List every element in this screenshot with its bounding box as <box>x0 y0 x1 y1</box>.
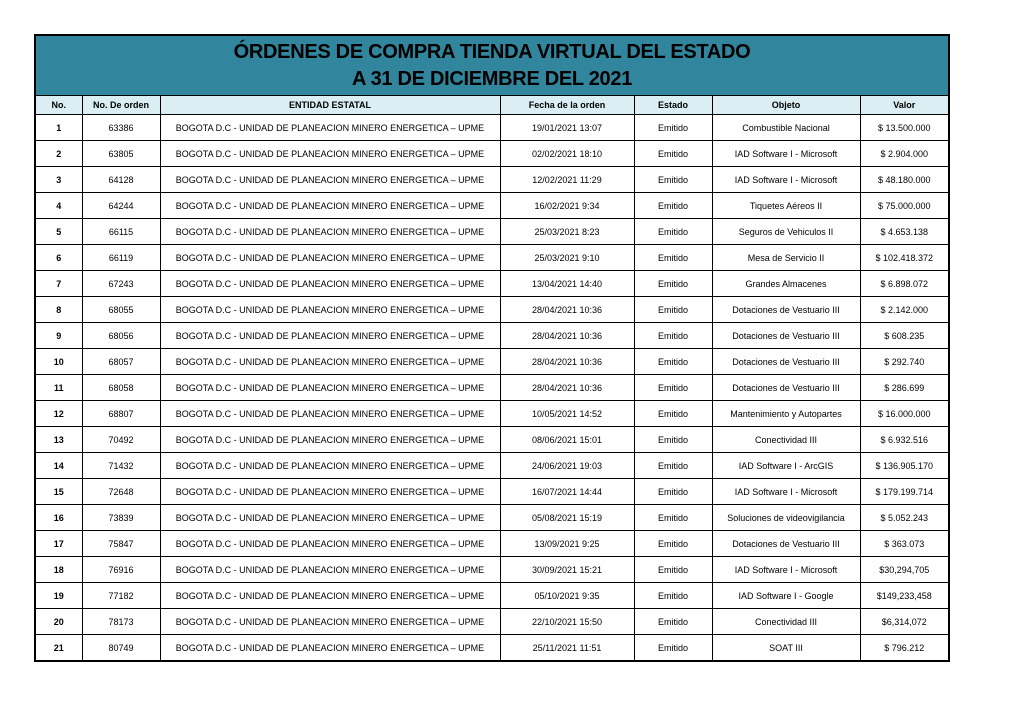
table-row <box>36 531 948 557</box>
order-number-cell: 63386 <box>82 115 160 141</box>
order-date-cell: 24/06/2021 19:03 <box>500 453 634 479</box>
object-cell: Dotaciones de Vestuario III <box>712 531 860 557</box>
entity-cell: BOGOTA D.C - UNIDAD DE PLANEACION MINERO ENERGETICA – UPME <box>160 115 500 141</box>
entity-cell: BOGOTA D.C - UNIDAD DE PLANEACION MINERO ENERGETICA – UPME <box>160 349 500 375</box>
entity-cell: BOGOTA D.C - UNIDAD DE PLANEACION MINERO ENERGETICA – UPME <box>160 141 500 167</box>
table-row <box>36 323 948 349</box>
column-header-object: Objeto <box>712 96 860 115</box>
value-cell: $6,314,072 <box>860 609 948 635</box>
object-cell: Conectividad III <box>712 609 860 635</box>
order-number-cell: 73839 <box>82 505 160 531</box>
table-row <box>36 609 948 635</box>
table-row <box>36 297 948 323</box>
row-number-cell: 12 <box>36 401 82 427</box>
object-cell: IAD Software I - Google <box>712 583 860 609</box>
object-cell: Dotaciones de Vestuario III <box>712 375 860 401</box>
object-cell: Combustible Nacional <box>712 115 860 141</box>
status-cell: Emitido <box>634 609 712 635</box>
order-number-cell: 68057 <box>82 349 160 375</box>
status-cell: Emitido <box>634 245 712 271</box>
row-number-cell: 20 <box>36 609 82 635</box>
value-cell: $ 796.212 <box>860 635 948 661</box>
order-number-cell: 64244 <box>82 193 160 219</box>
table-row <box>36 219 948 245</box>
order-number-cell: 71432 <box>82 453 160 479</box>
row-number-cell: 19 <box>36 583 82 609</box>
column-header-order-date: Fecha de la orden <box>500 96 634 115</box>
order-date-cell: 05/10/2021 9:35 <box>500 583 634 609</box>
value-cell: $ 16.000.000 <box>860 401 948 427</box>
row-number-cell: 16 <box>36 505 82 531</box>
entity-cell: BOGOTA D.C - UNIDAD DE PLANEACION MINERO ENERGETICA – UPME <box>160 583 500 609</box>
object-cell: Dotaciones de Vestuario III <box>712 297 860 323</box>
order-number-cell: 67243 <box>82 271 160 297</box>
value-cell: $ 136.905.170 <box>860 453 948 479</box>
order-date-cell: 16/07/2021 14:44 <box>500 479 634 505</box>
order-date-cell: 28/04/2021 10:36 <box>500 297 634 323</box>
entity-cell: BOGOTA D.C - UNIDAD DE PLANEACION MINERO ENERGETICA – UPME <box>160 245 500 271</box>
order-number-cell: 68055 <box>82 297 160 323</box>
order-number-cell: 80749 <box>82 635 160 661</box>
order-date-cell: 25/03/2021 9:10 <box>500 245 634 271</box>
table-row <box>36 505 948 531</box>
row-number-cell: 2 <box>36 141 82 167</box>
object-cell: Conectividad III <box>712 427 860 453</box>
order-date-cell: 12/02/2021 11:29 <box>500 167 634 193</box>
object-cell: IAD Software I - Microsoft <box>712 479 860 505</box>
value-cell: $ 2.904.000 <box>860 141 948 167</box>
entity-cell: BOGOTA D.C - UNIDAD DE PLANEACION MINERO ENERGETICA – UPME <box>160 401 500 427</box>
column-header-value: Valor <box>860 96 948 115</box>
object-cell: IAD Software I - Microsoft <box>712 141 860 167</box>
status-cell: Emitido <box>634 375 712 401</box>
table-row <box>36 479 948 505</box>
row-number-cell: 18 <box>36 557 82 583</box>
order-number-cell: 68056 <box>82 323 160 349</box>
status-cell: Emitido <box>634 479 712 505</box>
status-cell: Emitido <box>634 271 712 297</box>
order-date-cell: 25/03/2021 8:23 <box>500 219 634 245</box>
row-number-cell: 13 <box>36 427 82 453</box>
orders-sheet <box>34 34 950 662</box>
entity-cell: BOGOTA D.C - UNIDAD DE PLANEACION MINERO ENERGETICA – UPME <box>160 219 500 245</box>
entity-cell: BOGOTA D.C - UNIDAD DE PLANEACION MINERO ENERGETICA – UPME <box>160 635 500 661</box>
order-number-cell: 76916 <box>82 557 160 583</box>
order-number-cell: 64128 <box>82 167 160 193</box>
table-row <box>36 245 948 271</box>
entity-cell: BOGOTA D.C - UNIDAD DE PLANEACION MINERO ENERGETICA – UPME <box>160 271 500 297</box>
order-date-cell: 25/11/2021 11:51 <box>500 635 634 661</box>
column-header-no: No. <box>36 96 82 115</box>
order-number-cell: 68058 <box>82 375 160 401</box>
value-cell: $ 179.199.714 <box>860 479 948 505</box>
entity-cell: BOGOTA D.C - UNIDAD DE PLANEACION MINERO ENERGETICA – UPME <box>160 323 500 349</box>
status-cell: Emitido <box>634 531 712 557</box>
entity-cell: BOGOTA D.C - UNIDAD DE PLANEACION MINERO ENERGETICA – UPME <box>160 193 500 219</box>
object-cell: Dotaciones de Vestuario III <box>712 323 860 349</box>
value-cell: $ 4.653.138 <box>860 219 948 245</box>
status-cell: Emitido <box>634 141 712 167</box>
row-number-cell: 10 <box>36 349 82 375</box>
header-row <box>36 96 948 115</box>
row-number-cell: 8 <box>36 297 82 323</box>
order-date-cell: 10/05/2021 14:52 <box>500 401 634 427</box>
value-cell: $30,294,705 <box>860 557 948 583</box>
column-header-entity: ENTIDAD ESTATAL <box>160 96 500 115</box>
row-number-cell: 21 <box>36 635 82 661</box>
order-date-cell: 22/10/2021 15:50 <box>500 609 634 635</box>
entity-cell: BOGOTA D.C - UNIDAD DE PLANEACION MINERO ENERGETICA – UPME <box>160 427 500 453</box>
status-cell: Emitido <box>634 557 712 583</box>
order-number-cell: 63805 <box>82 141 160 167</box>
table-row <box>36 453 948 479</box>
order-date-cell: 28/04/2021 10:36 <box>500 349 634 375</box>
row-number-cell: 4 <box>36 193 82 219</box>
status-cell: Emitido <box>634 167 712 193</box>
status-cell: Emitido <box>634 583 712 609</box>
row-number-cell: 5 <box>36 219 82 245</box>
object-cell: IAD Software I - Microsoft <box>712 167 860 193</box>
table-row <box>36 401 948 427</box>
order-number-cell: 68807 <box>82 401 160 427</box>
order-number-cell: 77182 <box>82 583 160 609</box>
object-cell: Seguros de Vehiculos II <box>712 219 860 245</box>
status-cell: Emitido <box>634 115 712 141</box>
order-date-cell: 30/09/2021 15:21 <box>500 557 634 583</box>
object-cell: Mantenimiento y Autopartes <box>712 401 860 427</box>
object-cell: Grandes Almacenes <box>712 271 860 297</box>
entity-cell: BOGOTA D.C - UNIDAD DE PLANEACION MINERO ENERGETICA – UPME <box>160 375 500 401</box>
object-cell: Soluciones de videovigilancia <box>712 505 860 531</box>
row-number-cell: 17 <box>36 531 82 557</box>
order-date-cell: 28/04/2021 10:36 <box>500 323 634 349</box>
value-cell: $ 363.073 <box>860 531 948 557</box>
entity-cell: BOGOTA D.C - UNIDAD DE PLANEACION MINERO ENERGETICA – UPME <box>160 505 500 531</box>
order-date-cell: 19/01/2021 13:07 <box>500 115 634 141</box>
row-number-cell: 7 <box>36 271 82 297</box>
object-cell: Dotaciones de Vestuario III <box>712 349 860 375</box>
status-cell: Emitido <box>634 427 712 453</box>
row-number-cell: 9 <box>36 323 82 349</box>
order-date-cell: 28/04/2021 10:36 <box>500 375 634 401</box>
object-cell: IAD Software I - ArcGIS <box>712 453 860 479</box>
value-cell: $ 292.740 <box>860 349 948 375</box>
object-cell: Tiquetes Aéreos II <box>712 193 860 219</box>
entity-cell: BOGOTA D.C - UNIDAD DE PLANEACION MINERO ENERGETICA – UPME <box>160 609 500 635</box>
column-header-order-number: No. De orden <box>82 96 160 115</box>
order-number-cell: 70492 <box>82 427 160 453</box>
status-cell: Emitido <box>634 219 712 245</box>
entity-cell: BOGOTA D.C - UNIDAD DE PLANEACION MINERO ENERGETICA – UPME <box>160 479 500 505</box>
table-body <box>36 115 948 661</box>
value-cell: $ 102.418.372 <box>860 245 948 271</box>
entity-cell: BOGOTA D.C - UNIDAD DE PLANEACION MINERO ENERGETICA – UPME <box>160 453 500 479</box>
status-cell: Emitido <box>634 349 712 375</box>
order-number-cell: 72648 <box>82 479 160 505</box>
row-number-cell: 1 <box>36 115 82 141</box>
entity-cell: BOGOTA D.C - UNIDAD DE PLANEACION MINERO ENERGETICA – UPME <box>160 167 500 193</box>
order-number-cell: 66119 <box>82 245 160 271</box>
value-cell: $149,233,458 <box>860 583 948 609</box>
value-cell: $ 6.898.072 <box>860 271 948 297</box>
order-date-cell: 02/02/2021 18:10 <box>500 141 634 167</box>
order-number-cell: 66115 <box>82 219 160 245</box>
object-cell: SOAT III <box>712 635 860 661</box>
table-row <box>36 635 948 661</box>
table-row <box>36 141 948 167</box>
table-row <box>36 427 948 453</box>
value-cell: $ 608.235 <box>860 323 948 349</box>
status-cell: Emitido <box>634 401 712 427</box>
sheet-title <box>36 36 948 96</box>
value-cell: $ 75.000.000 <box>860 193 948 219</box>
row-number-cell: 3 <box>36 167 82 193</box>
table-row <box>36 271 948 297</box>
entity-cell: BOGOTA D.C - UNIDAD DE PLANEACION MINERO ENERGETICA – UPME <box>160 297 500 323</box>
value-cell: $ 286.699 <box>860 375 948 401</box>
entity-cell: BOGOTA D.C - UNIDAD DE PLANEACION MINERO ENERGETICA – UPME <box>160 557 500 583</box>
row-number-cell: 15 <box>36 479 82 505</box>
status-cell: Emitido <box>634 193 712 219</box>
table-row <box>36 375 948 401</box>
column-header-status: Estado <box>634 96 712 115</box>
entity-cell: BOGOTA D.C - UNIDAD DE PLANEACION MINERO ENERGETICA – UPME <box>160 531 500 557</box>
row-number-cell: 14 <box>36 453 82 479</box>
order-date-cell: 13/04/2021 14:40 <box>500 271 634 297</box>
value-cell: $ 13.500.000 <box>860 115 948 141</box>
value-cell: $ 5.052.243 <box>860 505 948 531</box>
table-row <box>36 349 948 375</box>
status-cell: Emitido <box>634 505 712 531</box>
order-date-cell: 05/08/2021 15:19 <box>500 505 634 531</box>
row-number-cell: 11 <box>36 375 82 401</box>
status-cell: Emitido <box>634 635 712 661</box>
title-line-1: ÓRDENES DE COMPRA TIENDA VIRTUAL DEL ESTADO <box>233 41 751 63</box>
object-cell: Mesa de Servicio II <box>712 245 860 271</box>
value-cell: $ 48.180.000 <box>860 167 948 193</box>
row-number-cell: 6 <box>36 245 82 271</box>
value-cell: $ 2.142.000 <box>860 297 948 323</box>
orders-table <box>36 96 948 660</box>
title-line-2: A 31 DE DICIEMBRE DEL 2021 <box>351 68 633 90</box>
order-number-cell: 78173 <box>82 609 160 635</box>
table-row <box>36 167 948 193</box>
order-number-cell: 75847 <box>82 531 160 557</box>
object-cell: IAD Software I - Microsoft <box>712 557 860 583</box>
order-date-cell: 13/09/2021 9:25 <box>500 531 634 557</box>
order-date-cell: 08/06/2021 15:01 <box>500 427 634 453</box>
value-cell: $ 6.932.516 <box>860 427 948 453</box>
table-row <box>36 557 948 583</box>
order-date-cell: 16/02/2021 9:34 <box>500 193 634 219</box>
table-row <box>36 115 948 141</box>
status-cell: Emitido <box>634 323 712 349</box>
table-row <box>36 193 948 219</box>
table-row <box>36 583 948 609</box>
status-cell: Emitido <box>634 453 712 479</box>
status-cell: Emitido <box>634 297 712 323</box>
